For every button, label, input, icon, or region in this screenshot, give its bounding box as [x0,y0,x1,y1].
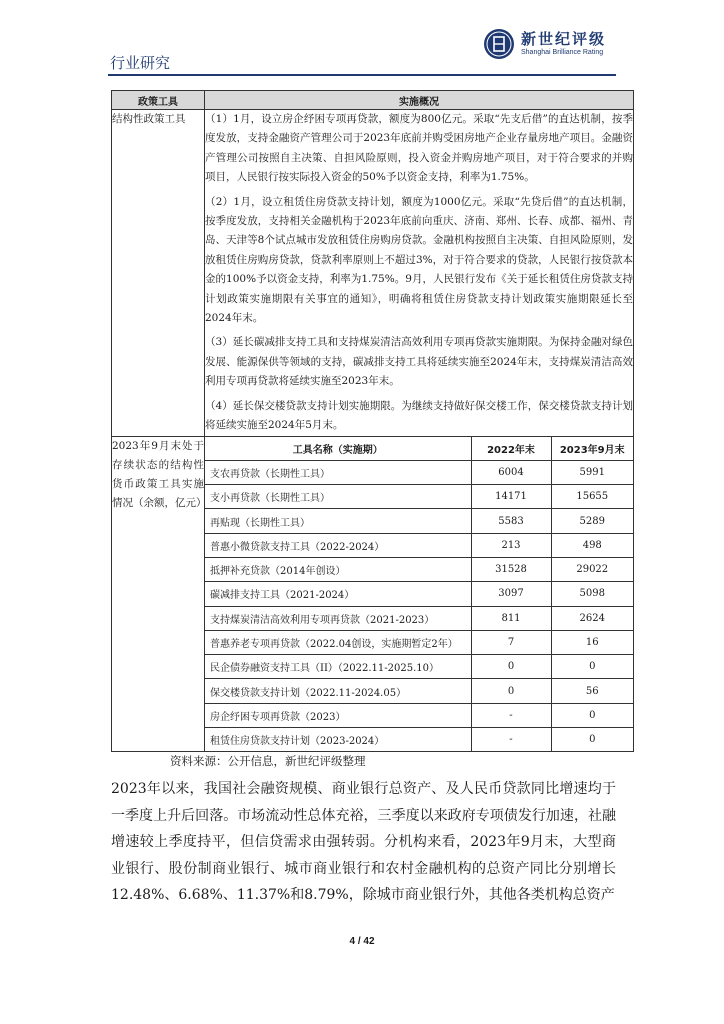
header-2023-sep-end: 2023年9月末 [551,437,633,461]
value-2022: 213 [471,533,551,557]
value-2023-sep: 2624 [551,606,633,630]
value-2023-sep: 5289 [551,509,633,533]
value-2022: - [471,728,551,752]
brand-name-en: Shanghai Brilliance Rating [521,49,604,56]
table-row [205,679,633,703]
tool-name: 普惠养老专项再贷款（2022.04创设，实施期暂定2年） [205,630,471,654]
table-row [205,533,633,557]
table-row [205,655,633,679]
table-row [205,728,633,752]
value-2023-sep: 0 [551,655,633,679]
policy-paragraph: （1）1月，设立房企纾困专项再贷款，额度为800亿元。采取“先支后借”的直达机制，按季度发放，支持金融资产管理公司于2023年底前并购受困房地产企业存量房地产项目。金融资产管理公司按照自主决策、自担风险原则，投入资金并购房地产项目，对于符合要求的并购项目，人民银行按实际投入资金的50%予以资金支持，利率为1.75%。 [205,113,633,184]
value-2022: 6004 [471,460,551,484]
tool-name: 抵押补充贷款（2014年创设） [205,557,471,581]
value-2023-sep: 0 [551,703,633,727]
value-2022: 0 [471,655,551,679]
tool-name: 租赁住房贷款支持计划（2023-2024） [205,728,471,752]
value-2023-sep: 29022 [551,557,633,581]
policy-table [111,90,634,752]
table-row [205,509,633,533]
table-row [205,703,633,727]
tool-balance-table [205,437,633,752]
policy-paragraph: （2）1月，设立租赁住房贷款支持计划，额度为1000亿元。采取“先贷后借”的直达机制，按季度发放，支持相关金融机构于2023年底前向重庆、济南、郑州、长春、成都、福州、青岛、天津等8个试点城市发放租赁住房购房贷款。金融机构按照自主决策、自担风险原则，发放租赁住房购房贷款，贷款利率原则上不超过3%，对于符合要求的贷款，人民银行按贷款本金的100%予以资金支持，利率为1.75%。9月，人民银行发布《关于延长租赁住房贷款支持计划政策实施期限有关事宜的通知》，明确将租赁住房贷款支持计划政策实施期限延长至2024年末。 [205,195,633,325]
tool-balance-row [112,436,634,752]
tool-name: 支持煤炭清洁高效利用专项再贷款（2021-2023） [205,606,471,630]
value-2023-sep: 16 [551,630,633,654]
value-2022: 811 [471,606,551,630]
value-2022: 31528 [471,557,551,581]
value-2023-sep: 0 [551,728,633,752]
tool-balance-cell [205,436,634,752]
tool-name: 保交楼贷款支持计划（2022.11-2024.05） [205,679,471,703]
value-2023-sep: 5991 [551,460,633,484]
value-2023-sep: 56 [551,679,633,703]
tool-name: 民企债券融资支持工具（II）（2022.11-2025.10） [205,655,471,679]
value-2023-sep: 15655 [551,485,633,509]
brand-logo [483,28,606,60]
tool-name: 再贴现（长期性工具） [205,509,471,533]
header-2022-end: 2022年末 [471,437,551,461]
policy-paragraph: （4）延长保交楼贷款支持计划实施期限。为继续支持做好保交楼工作，保交楼贷款支持计划将延续实施至2024年5月末。 [205,399,633,432]
brand-name-cn: 新世纪评级 [521,30,607,48]
tool-name: 支农再贷款（长期性工具） [205,460,471,484]
table-row [205,485,633,509]
value-2022: 3097 [471,582,551,606]
value-2023-sep: 498 [551,533,633,557]
value-2022: 5583 [471,509,551,533]
table-row [205,460,633,484]
brand-seal-icon [483,28,515,60]
tool-balance-header-row [205,437,633,461]
value-2022: 0 [471,679,551,703]
policy-paragraphs [205,110,634,437]
header-implementation-summary: 实施概况 [205,91,634,110]
value-2022: 14171 [471,485,551,509]
table-row [205,582,633,606]
page-number: 4 / 42 [349,936,375,947]
tool-name: 碳减排支持工具（2021-2024） [205,582,471,606]
policy-paragraph: （3）延长碳减排支持工具和支持煤炭清洁高效利用专项再贷款实施期限。为保持金融对绿色发展、能源保供等领域的支持，碳减排支持工具将延续实施至2024年末，支持煤炭清洁高效利用专项再贷款将延续实施至2023年末。 [205,336,633,388]
tool-name: 普惠小微贷款支持工具（2022-2024） [205,533,471,557]
policy-table-header-row [112,91,634,110]
row-label-tool-balances: 2023年9月末处于存续状态的结构性货币政策工具实施情况（余额，亿元） [112,436,205,752]
table-row [205,630,633,654]
header-divider [108,74,616,76]
value-2022: - [471,703,551,727]
row-label-structural-tools: 结构性政策工具 [112,110,205,437]
body-paragraph: 2023年以来，我国社会融资规模、商业银行总资产、及人民币贷款同比增速均于一季度上升后回落。市场流动性总体充裕，三季度以来政府专项债发行加速，社融增速较上季度持平，但信贷需求由强转弱。分机构来看，2023年9月末，大型商业银行、股份制商业银行、城市商业银行和农村金融机构的总资产同比分别增长12.48%、6.68%、11.37%和8.79%，除城市商业银行外，其他各类机构总资产 [111,781,616,903]
section-title: 行业研究 [110,54,171,72]
tool-name: 支小再贷款（长期性工具） [205,485,471,509]
tool-name: 房企纾困专项再贷款（2023） [205,703,471,727]
value-2023-sep: 5098 [551,582,633,606]
value-2022: 7 [471,630,551,654]
header-policy-tool: 政策工具 [112,91,205,110]
table-row [205,557,633,581]
table-row [205,606,633,630]
structural-policy-row [112,110,634,437]
source-note: 资料来源：公开信息，新世纪评级整理 [170,754,366,768]
header-tool-name: 工具名称（实施期） [205,437,471,461]
